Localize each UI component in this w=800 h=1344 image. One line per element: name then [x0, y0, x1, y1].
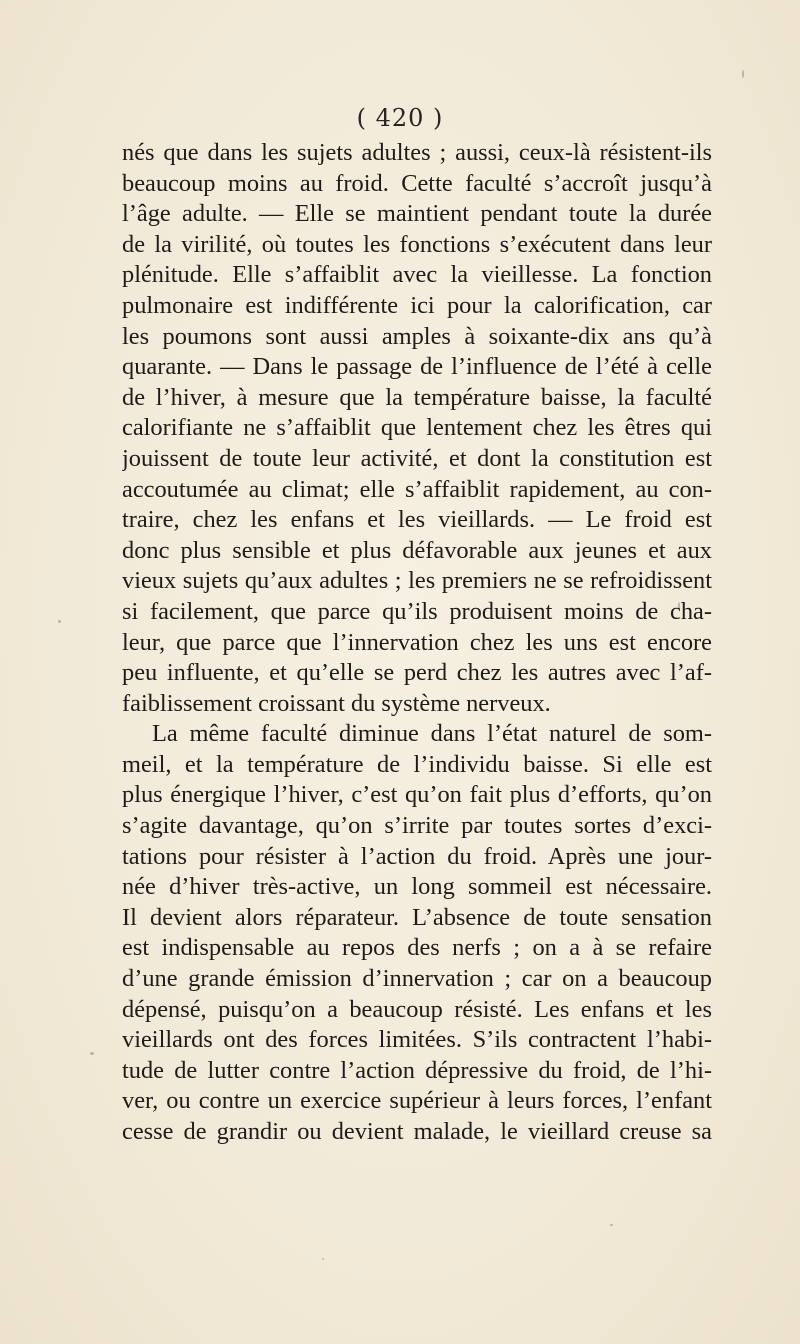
- text-line: meil, et la température de l’individu baisse. Si elle est: [122, 750, 712, 778]
- text-line: beaucoup moins au froid. Cette faculté s’accroît jusqu’à: [122, 169, 712, 197]
- text-line: plénitude. Elle s’affaiblit avec la vieillesse. La fonction: [122, 261, 712, 289]
- text-line: de la virilité, où toutes les fonctions s’exécutent dans leur: [122, 230, 712, 258]
- text-line: est indispensable au repos des nerfs ; on a à se refaire: [122, 934, 712, 962]
- text-line: de l’hiver, à mesure que la température baisse, la faculté: [122, 383, 712, 411]
- text-line: jouissent de toute leur activité, et dont la constitution est: [122, 444, 712, 472]
- text-line: si facilement, que parce qu’ils produisent moins de cha-: [122, 597, 712, 625]
- text-line: tude de lutter contre l’action dépressive du froid, de l’hi-: [122, 1056, 712, 1084]
- text-line: leur, que parce que l’innervation chez les uns est encore: [122, 628, 712, 656]
- text-line: donc plus sensible et plus défavorable aux jeunes et aux: [122, 536, 712, 564]
- text-line: nés que dans les sujets adultes ; aussi, ceux-là résistent-ils: [122, 139, 712, 166]
- text-line: tations pour résister à l’action du froid. Après une jour-: [122, 842, 712, 870]
- text-line: d’une grande émission d’innervation ; car on a beaucoup: [122, 965, 712, 993]
- page-number: ( 420 ): [356, 104, 444, 132]
- body-text: [122, 138, 712, 1148]
- text-line: les poumons sont aussi amples à soixante-dix ans qu’à: [122, 322, 712, 350]
- text-line: vieillards ont des forces limitées. S’ils contractent l’habi-: [122, 1026, 712, 1054]
- text-line: peu influente, et qu’elle se perd chez les autres avec l’af-: [122, 659, 712, 687]
- text-line: Il devient alors réparateur. L’absence de toute sensation: [122, 903, 712, 931]
- text-line: cesse de grandir ou devient malade, le vieillard creuse sa: [122, 1118, 712, 1145]
- text-line: traire, chez les enfans et les vieillards. — Le froid est: [122, 506, 712, 534]
- text-line: accoutumée au climat; elle s’affaiblit rapidement, au con-: [122, 475, 712, 503]
- text-line: vieux sujets qu’aux adultes ; les premiers ne se refroidissent: [122, 567, 712, 595]
- text-line: La même faculté diminue dans l’état naturel de som-: [152, 720, 712, 748]
- text-line: ver, ou contre un exercice supérieur à leurs forces, l’enfant: [122, 1087, 712, 1115]
- text-line: l’âge adulte. — Elle se maintient pendant toute la durée: [122, 200, 712, 228]
- text-line: calorifiante ne s’affaiblit que lentement chez les êtres qui: [122, 414, 712, 442]
- text-line: s’agite davantage, qu’on s’irrite par toutes sortes d’exci-: [122, 812, 712, 840]
- text-line: dépensé, puisqu’on a beaucoup résisté. Les enfans et les: [122, 995, 712, 1023]
- text-line: pulmonaire est indifférente ici pour la calorification, car: [122, 291, 712, 319]
- text-line: faiblissement croissant du système nerveux.: [122, 689, 551, 717]
- text-line: quarante. — Dans le passage de l’influence de l’été à celle: [122, 353, 712, 381]
- text-line: née d’hiver très-active, un long sommeil est nécessaire.: [122, 873, 712, 901]
- text-line: plus énergique l’hiver, c’est qu’on fait plus d’efforts, qu’on: [122, 781, 712, 809]
